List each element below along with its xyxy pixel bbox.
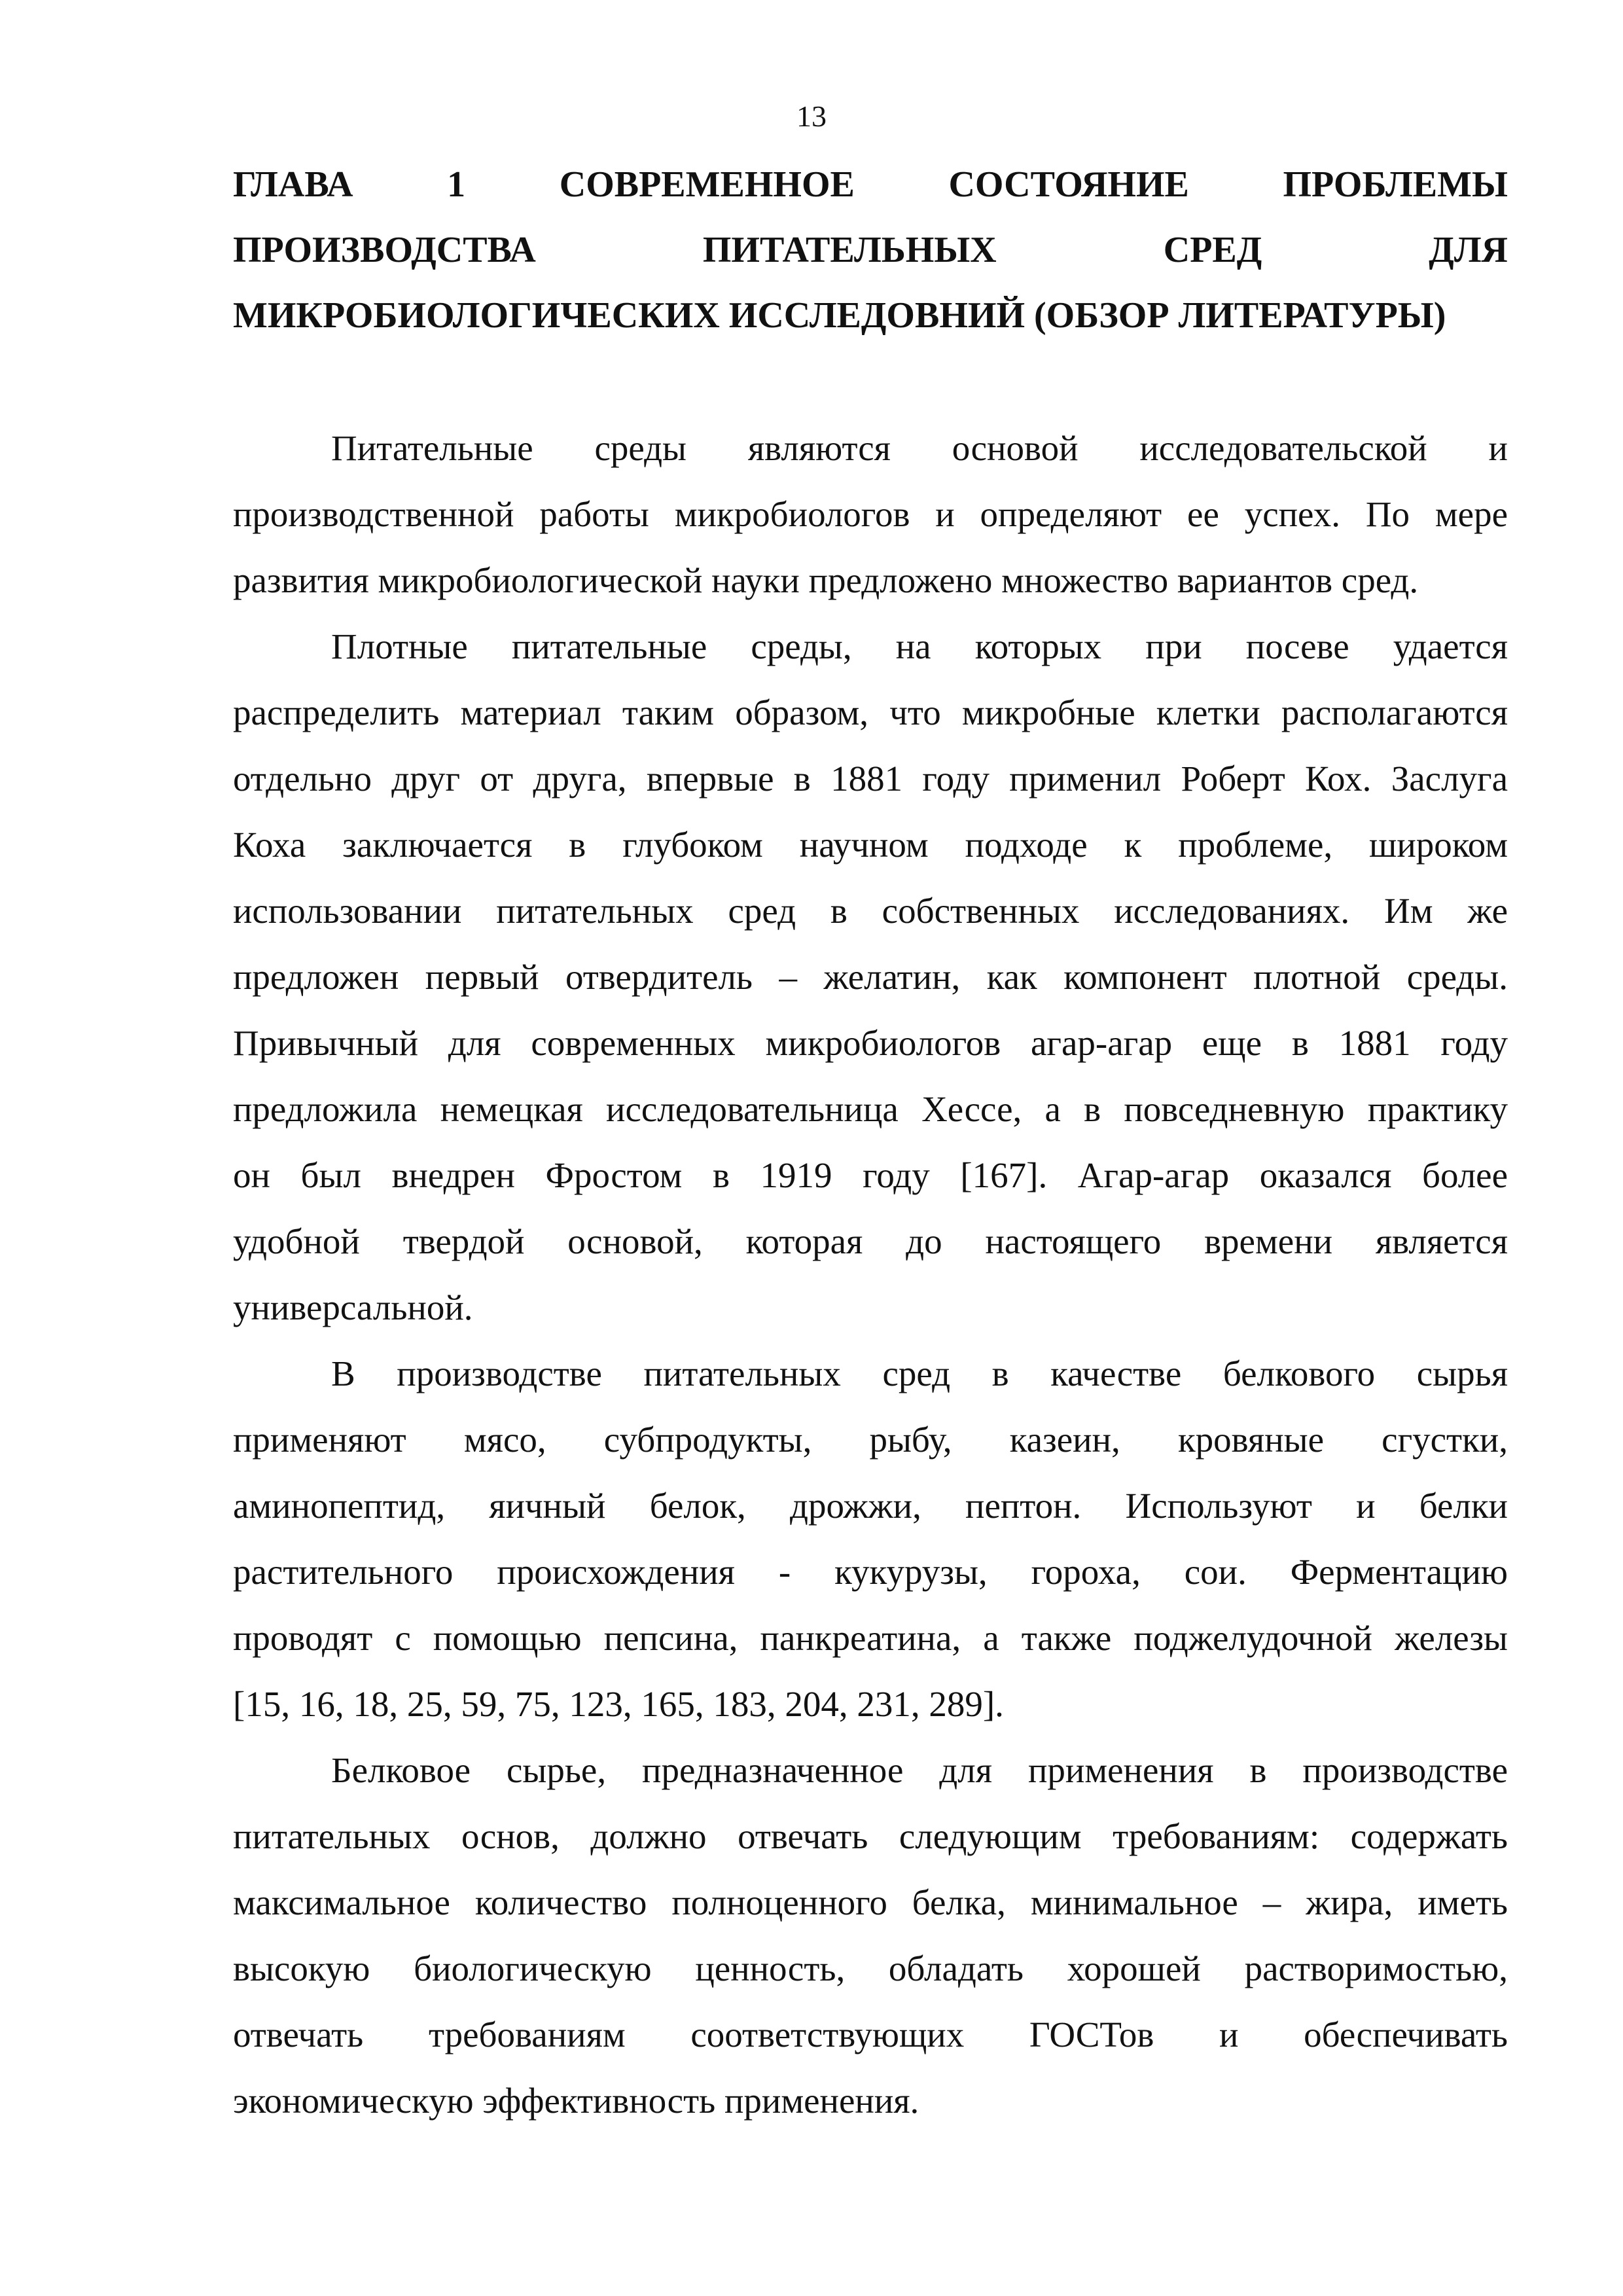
paragraph-line: проводят с помощью пепсина, панкреатина, а также поджелудочной железы [233, 1618, 1508, 1658]
paragraph [233, 1340, 1508, 1737]
paragraph-line: предложила немецкая исследовательница Хессе, а в повседневную практику [233, 1089, 1508, 1129]
paragraph-line: экономическую эффективность применения. [233, 2081, 919, 2121]
paragraph-line: максимальное количество полноценного белка, минимальное – жира, иметь [233, 1882, 1508, 1922]
paragraph-line: питательных основ, должно отвечать следующим требованиям: содержать [233, 1816, 1508, 1856]
chapter-title-line: ПРОИЗВОДСТВА ПИТАТЕЛЬНЫХ СРЕД ДЛЯ [233, 230, 1508, 270]
paragraph-line: предложен первый отвердитель – желатин, как компонент плотной среды. [233, 957, 1508, 997]
paragraph-line: использовании питательных сред в собственных исследованиях. Им же [233, 891, 1508, 931]
page-number: 13 [796, 99, 827, 133]
paragraph-line: Привычный для современных микробиологов агар-агар еще в 1881 году [233, 1023, 1508, 1063]
paragraph [233, 415, 1508, 613]
paragraph-line: Коха заключается в глубоком научном подходе к проблеме, широком [233, 825, 1508, 865]
paragraph-line: распределить материал таким образом, что микробные клетки располагаются [233, 692, 1508, 732]
paragraph-line: применяют мясо, субпродукты, рыбу, казеин, кровяные сгустки, [233, 1420, 1508, 1460]
paragraph-line: Белковое сырье, предназначенное для применения в производстве [331, 1750, 1508, 1790]
paragraph [233, 613, 1508, 1340]
paragraph-line: универсальной. [233, 1287, 473, 1327]
paragraph-line: растительного происхождения - кукурузы, гороха, сои. Ферментацию [233, 1552, 1508, 1592]
paragraph-line: производственной работы микробиологов и определяют ее успех. По мере [233, 494, 1508, 534]
paragraph-line: [15, 16, 18, 25, 59, 75, 123, 165, 183, 204, 231, 289]. [233, 1684, 1004, 1724]
paragraph-line: Питательные среды являются основой исследовательской и [331, 428, 1508, 468]
chapter-title [233, 152, 1508, 348]
chapter-title-line: МИКРОБИОЛОГИЧЕСКИХ ИССЛЕДОВНИЙ (ОБЗОР ЛИТЕРАТУРЫ) [233, 295, 1446, 336]
paragraph-line: отвечать требованиям соответствующих ГОСТов и обеспечивать [233, 2015, 1508, 2054]
paragraph-line: Плотные питательные среды, на которых при посеве удается [331, 626, 1508, 666]
paragraph-line: высокую биологическую ценность, обладать хорошей растворимостью, [233, 1948, 1508, 1988]
chapter-title-line: ГЛАВА 1 СОВРЕМЕННОЕ СОСТОЯНИЕ ПРОБЛЕМЫ [233, 164, 1508, 205]
paragraph-line: аминопептид, яичный белок, дрожжи, пептон. Используют и белки [233, 1486, 1508, 1526]
paragraph-line: удобной твердой основой, которая до настоящего времени является [233, 1221, 1508, 1261]
paragraph-line: он был внедрен Фростом в 1919 году [167]. Агар-агар оказался более [233, 1155, 1508, 1195]
body-text [233, 415, 1508, 2134]
paragraph-line: В производстве питательных сред в качестве белкового сырья [331, 1354, 1508, 1393]
paragraph [233, 1737, 1508, 2134]
paragraph-line: развития микробиологической науки предложено множество вариантов сред. [233, 560, 1419, 600]
paragraph-line: отдельно друг от друга, впервые в 1881 году применил Роберт Кох. Заслуга [233, 759, 1508, 798]
